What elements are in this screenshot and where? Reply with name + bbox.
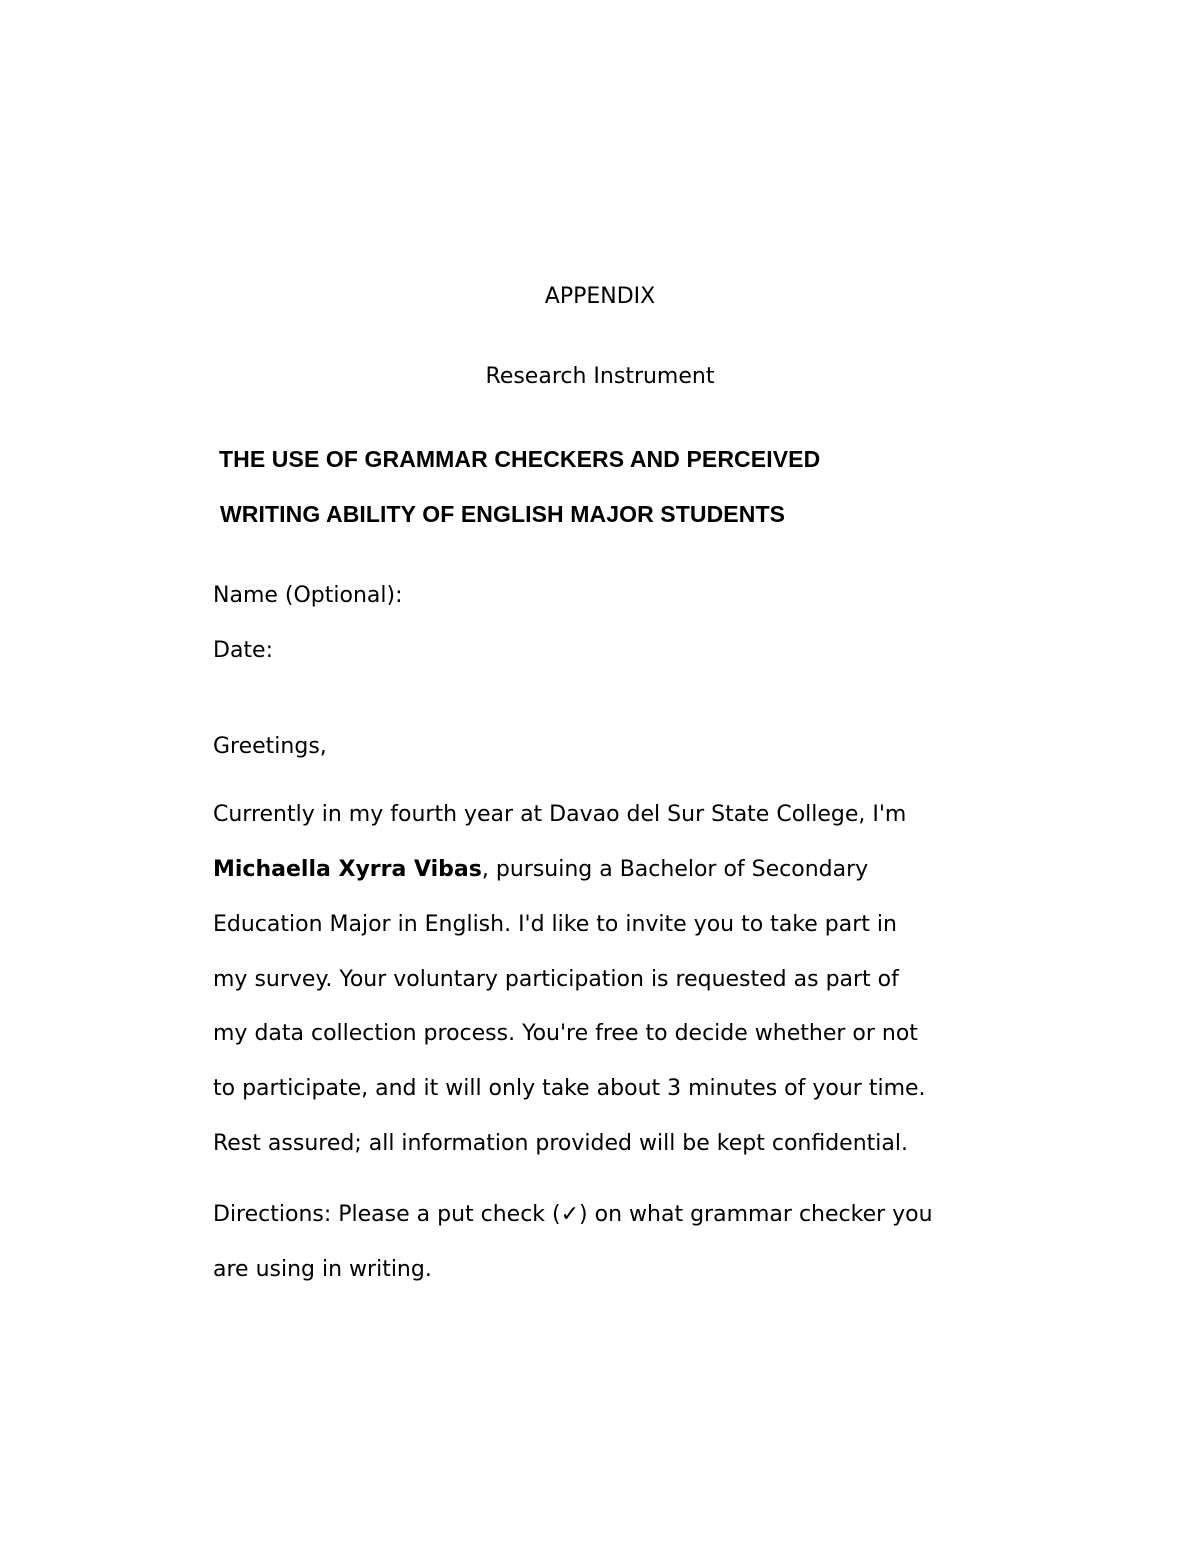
intro-line-2-rest: , pursuing a Bachelor of Secondary — [481, 857, 869, 882]
directions-line-2: are using in writing. — [213, 1257, 432, 1282]
intro-line-7: Rest assured; all information provided will be kept confidential. — [213, 1131, 908, 1156]
name-label: Name (Optional): — [213, 583, 403, 608]
directions-line-1: Directions: Please a put check (✓) on what grammar checker you — [213, 1202, 933, 1227]
title-line-1: THE USE OF GRAMMAR CHECKERS AND PERCEIVED — [219, 446, 821, 472]
intro-line-6: to participate, and it will only take about 3 minutes of your time. — [213, 1076, 926, 1101]
title-line-2: WRITING ABILITY OF ENGLISH MAJOR STUDENTS — [220, 501, 786, 527]
intro-line-2 — [213, 857, 868, 883]
intro-line-5: my data collection process. You're free to decide whether or not — [213, 1021, 918, 1046]
author-name: Michaella Xyrra Vibas — [213, 857, 482, 882]
instrument-heading: Research Instrument — [485, 364, 715, 389]
date-label: Date: — [213, 638, 273, 663]
greeting: Greetings, — [213, 734, 327, 759]
intro-line-1: Currently in my fourth year at Davao del Sur State College, I'm — [213, 802, 907, 827]
appendix-heading: APPENDIX — [544, 284, 656, 309]
intro-line-4: my survey. Your voluntary participation is requested as part of — [213, 967, 899, 992]
intro-line-3: Education Major in English. I'd like to invite you to take part in — [213, 912, 897, 937]
